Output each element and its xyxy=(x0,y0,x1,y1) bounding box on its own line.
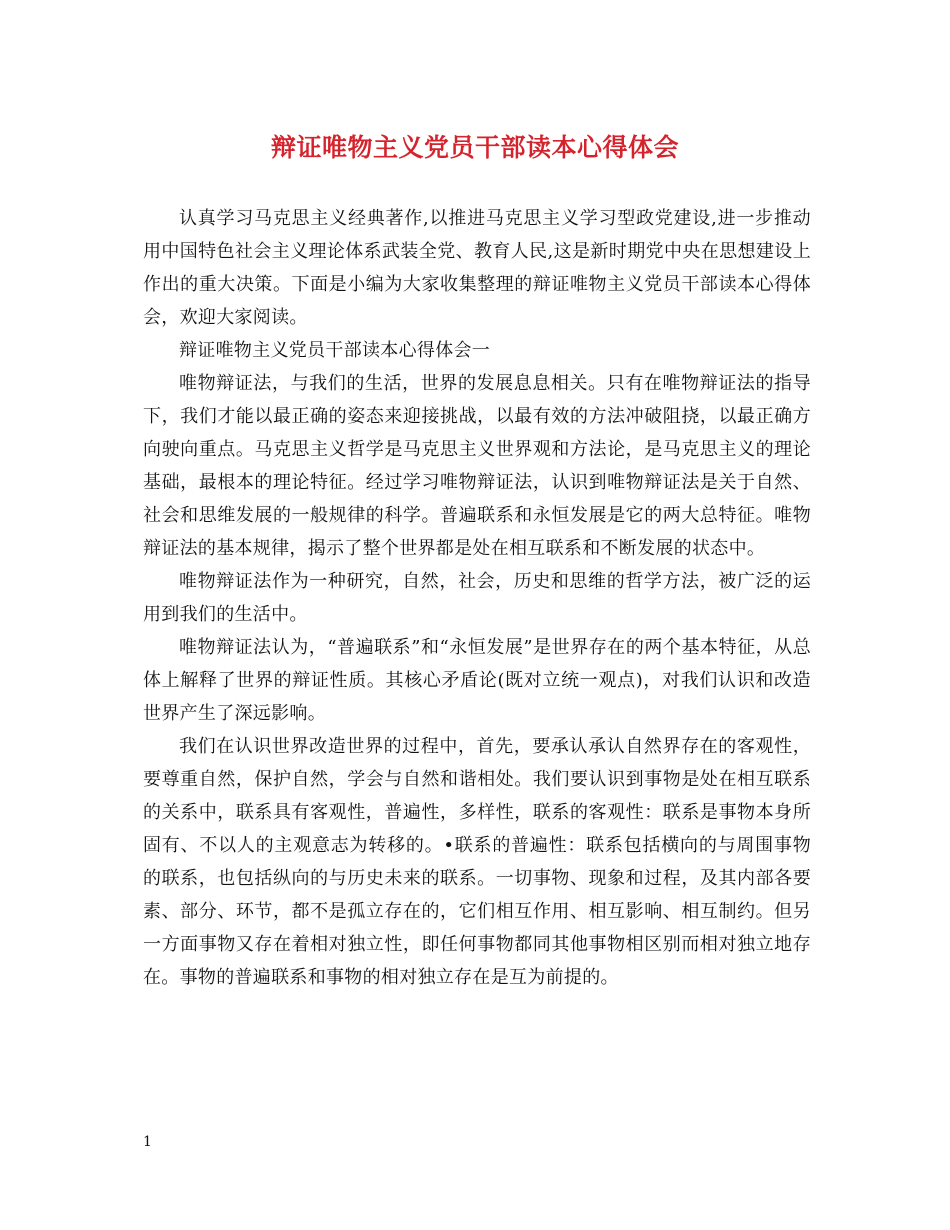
document-body xyxy=(143,202,811,994)
body-paragraph: 唯物辩证法作为一种研究，自然，社会，历史和思维的哲学方法，被广泛的运用到我们的生活中。 xyxy=(143,571,811,625)
intro-paragraph: 认真学习马克思主义经典著作,以推进马克思主义学习型政党建设,进一步推动用中国特色社会主义理论体系武装全党、教育人民,这是新时期党中央在思想建设上作出的重大决策。下面是小编为大家收集整理的辩证唯物主义党员干部读本心得体会，欢迎大家阅读。 xyxy=(143,208,811,328)
page-number: 1 xyxy=(143,1134,152,1150)
body-paragraph: 我们在认识世界改造世界的过程中，首先，要承认承认自然界存在的客观性，要尊重自然，保护自然，学会与自然和谐相处。我们要认识到事物是处在相互联系的关系中，联系具有客观性，普遍性，多样性，联系的客观性：联系是事物本身所固有、不以人的主观意志为转移的。•联系的普遍性：联系包括横向的与周围事物的联系，也包括纵向的与历史未来的联系。一切事物、现象和过程，及其内部各要素、部分、环节，都不是孤立存在的，它们相互作用、相互影响、相互制约。但另一方面事物又存在着相对独立性，即任何事物都同其他事物相区别而相对独立地存在。事物的普遍联系和事物的相对独立存在是互为前提的。 xyxy=(143,736,811,988)
section-heading: 辩证唯物主义党员干部读本心得体会一 xyxy=(179,340,491,361)
body-paragraph: 唯物辩证法，与我们的生活，世界的发展息息相关。只有在唯物辩证法的指导下，我们才能以最正确的姿态来迎接挑战，以最有效的方法冲破阻挠，以最正确方向驶向重点。马克思主义哲学是马克思主义世界观和方法论，是马克思主义的理论基础，最根本的理论特征。经过学习唯物辩证法，认识到唯物辩证法是关于自然、社会和思维发展的一般规律的科学。普遍联系和永恒发展是它的两大总特征。唯物辩证法的基本规律，揭示了整个世界都是处在相互联系和不断发展的状态中。 xyxy=(143,373,811,559)
body-paragraph: 唯物辩证法认为，“普遍联系”和“永恒发展”是世界存在的两个基本特征，从总体上解释了世界的辩证性质。其核心矛盾论(既对立统一观点)，对我们认识和改造世界产生了深远影响。 xyxy=(143,637,811,724)
document-title: 辩证唯物主义党员干部读本心得体会 xyxy=(270,133,679,162)
